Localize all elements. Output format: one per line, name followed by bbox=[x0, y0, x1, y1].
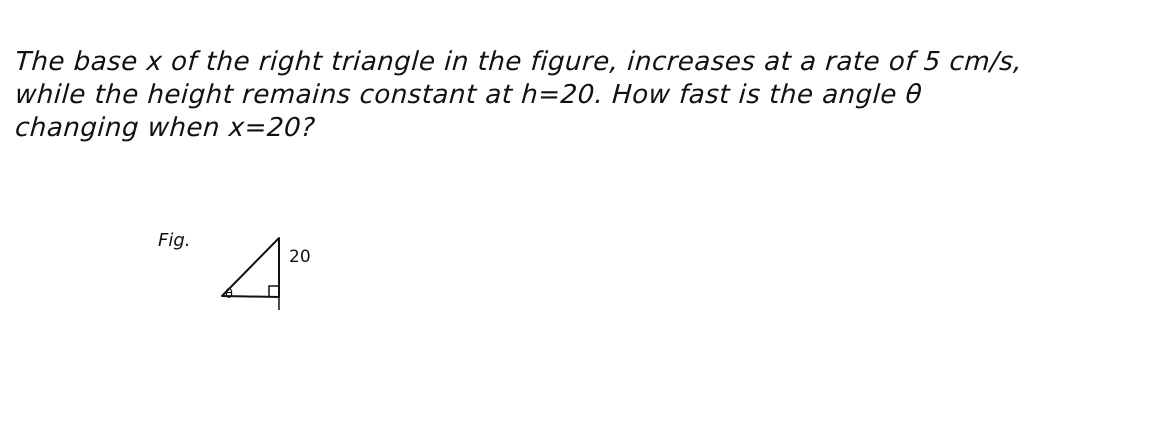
figure-label: Fig. bbox=[158, 230, 191, 251]
problem-line-2: while the height remains constant at h=20. How fast is the angle θ bbox=[14, 80, 924, 110]
problem-line-3: changing when x=20? bbox=[14, 113, 317, 143]
triangle-drawing bbox=[158, 230, 338, 320]
theta-label: θ bbox=[225, 287, 233, 302]
height-label: 20 bbox=[289, 247, 311, 267]
right-angle-marker bbox=[269, 286, 279, 297]
right-triangle-figure bbox=[158, 230, 338, 320]
problem-line-1: The base x of the right triangle in the figure, increases at a rate of 5 cm/s, bbox=[14, 47, 1024, 77]
problem-text bbox=[14, 46, 1154, 145]
